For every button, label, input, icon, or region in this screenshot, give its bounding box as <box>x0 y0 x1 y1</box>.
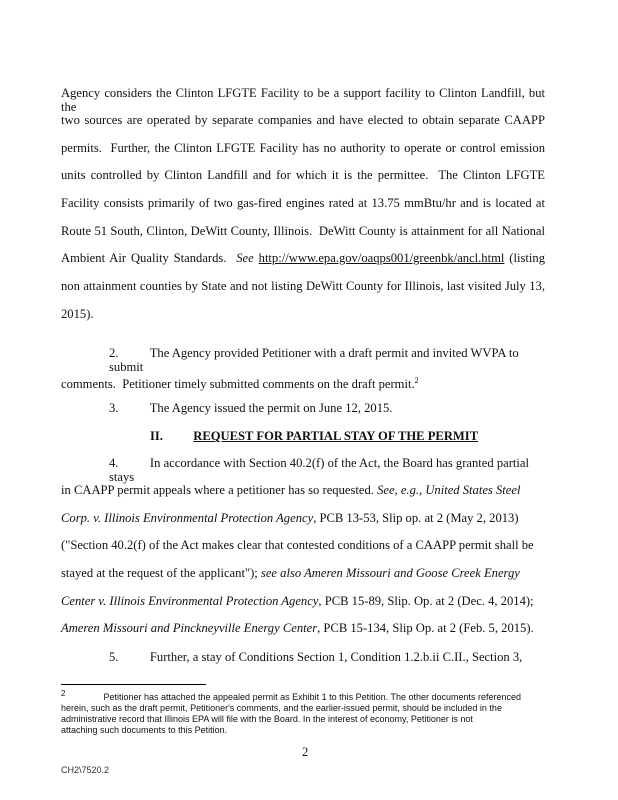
text-segment: units controlled by Clinton Landfill and for which it is the permittee. The Clinton LFGTE <box>61 168 545 182</box>
text-line <box>61 196 545 210</box>
section-title: REQUEST FOR PARTIAL STAY OF THE PERMIT <box>193 429 479 443</box>
text-line <box>109 401 545 415</box>
page-number: 2 <box>302 745 309 759</box>
text-segment: Agency considers the Clinton LFGTE Facility to be a support facility to Clinton Landfill, but the <box>61 86 549 114</box>
hyperlink[interactable]: http://www.epa.gov/oaqps001/greenbk/ancl.html <box>258 251 505 265</box>
text-segment: , PCB 13-53, Slip op. at 2 (May 2, 2013) <box>313 511 519 525</box>
text-segment: ("Section 40.2(f) of the Act makes clear that contested conditions of a CAAPP permit shall be <box>61 538 534 552</box>
text-segment: permits. Further, the Clinton LFGTE Facility has no authority to operate or control emission <box>61 141 545 155</box>
text-segment: Center v. Illinois Environmental Protection Agency <box>61 594 319 608</box>
text-segment: Route 51 South, Clinton, DeWitt County, Illinois. DeWitt County is attainment for all National <box>61 224 545 238</box>
footnote-line: attaching such documents to this Petition. <box>61 725 228 735</box>
text-line <box>61 86 549 114</box>
text-segment: see also Ameren Missouri and Goose Creek Energy <box>260 566 520 580</box>
text-segment: 2. The Agency provided Petitioner with a draft permit and invited WVPA to submit <box>109 346 522 374</box>
section-heading <box>150 429 478 443</box>
text-segment: , PCB 15-89, Slip. Op. at 2 (Dec. 4, 2014); <box>318 594 534 608</box>
footnote-reference: 2 <box>414 376 419 385</box>
text-line <box>61 141 545 155</box>
text-line <box>61 538 545 552</box>
text-segment: Corp. v. Illinois Environmental Protection Agency <box>61 511 314 525</box>
text-segment: , PCB 15-134, Slip Op. at 2 (Feb. 5, 2015). <box>317 621 534 635</box>
text-segment: non attainment counties by State and not listing DeWitt County for Illinois, last visited July 13, <box>61 279 545 293</box>
text-line <box>61 113 545 127</box>
text-segment: stayed at the request of the applicant"); <box>61 566 261 580</box>
footnote-line: administrative record that Illinois EPA will file with the Board. In the interest of economy, Petitioner is not <box>61 714 473 724</box>
text-line <box>109 456 545 484</box>
text-line <box>61 224 545 238</box>
text-segment: Ameren Missouri and Pinckneyville Energy Center <box>61 621 318 635</box>
text-line <box>61 566 545 580</box>
text-line <box>61 168 545 182</box>
text-segment: See <box>236 251 254 265</box>
text-segment: comments. Petitioner timely submitted comments on the draft permit. <box>61 377 415 392</box>
text-segment: Facility consists primarily of two gas-fired engines rated at 13.75 mmBtu/hr and is located at <box>61 196 545 210</box>
footnote <box>61 688 541 736</box>
text-segment: 3. The Agency issued the permit on June 12, 2015. <box>109 401 393 415</box>
text-line <box>61 483 545 497</box>
footnote-divider <box>61 684 206 685</box>
footnote-line: herein, such as the draft permit, Petitioner's comments, and the earlier-issued permit, should be included in the <box>61 703 502 713</box>
section-number: II. <box>150 429 163 443</box>
text-segment: 2015). <box>61 307 94 321</box>
footnote-marker: 2 <box>61 689 66 698</box>
text-line <box>61 511 545 525</box>
text-line <box>61 594 545 608</box>
text-segment: Ambient Air Quality Standards. <box>61 251 237 265</box>
text-segment: two sources are operated by separate companies and have elected to obtain separate CAAPP <box>61 113 545 127</box>
text-line <box>61 307 545 321</box>
text-line <box>61 374 545 391</box>
text-segment: 5. Further, a stay of Conditions Section 1, Condition 1.2.b.ii C.II., Section 3, <box>109 650 523 664</box>
text-line <box>61 279 545 293</box>
text-line <box>61 251 545 265</box>
footnote-line: Petitioner has attached the appealed permit as Exhibit 1 to this Petition. The other documents referenced <box>103 692 522 702</box>
text-line <box>109 650 545 664</box>
document-id: CH2\7520.2 <box>61 765 110 775</box>
text-segment: (listing <box>504 251 545 265</box>
text-segment: in CAAPP permit appeals where a petitioner has so requested. <box>61 483 378 497</box>
text-segment: 4. In accordance with Section 40.2(f) of the Act, the Board has granted partial stays <box>109 456 533 484</box>
text-segment: See, e.g., United States Steel <box>377 483 521 497</box>
text-line <box>109 346 545 374</box>
text-line <box>61 621 545 635</box>
